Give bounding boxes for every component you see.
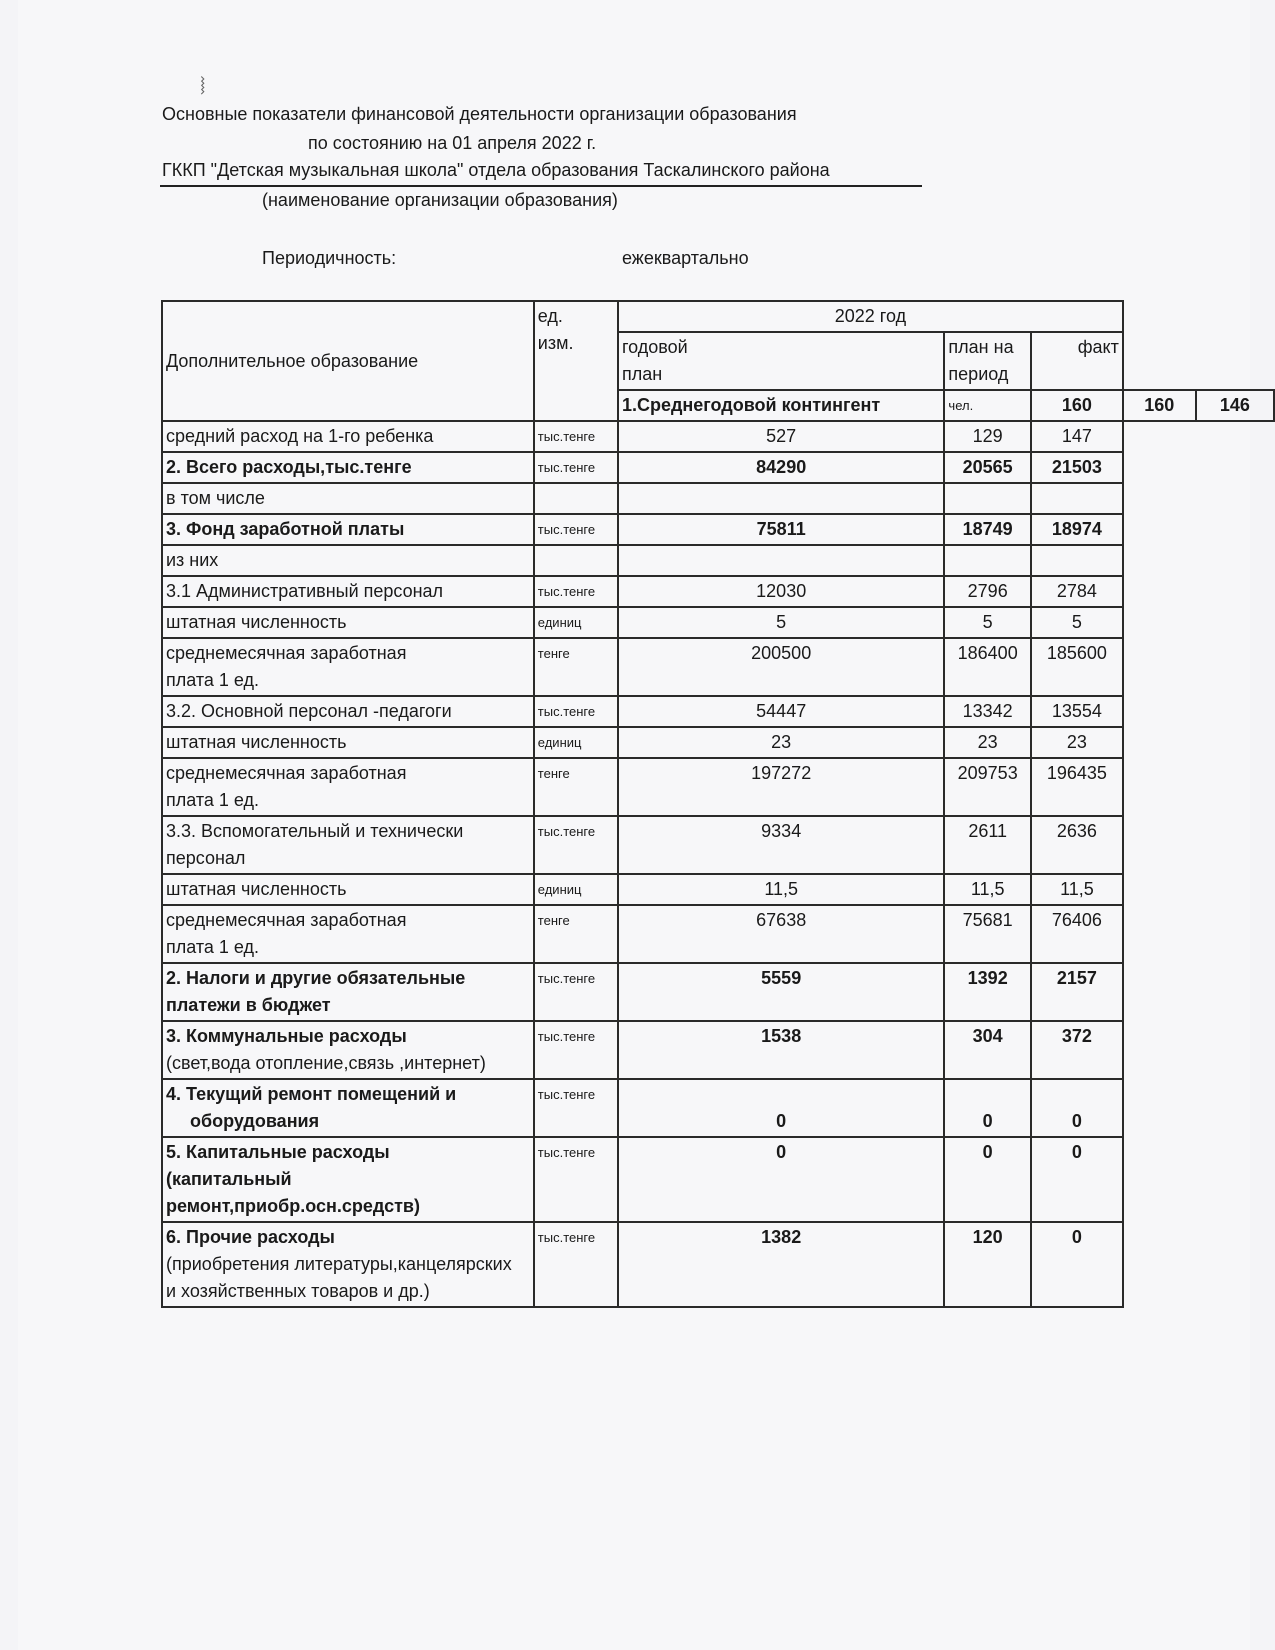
row-label: 4. Текущий ремонт помещений и: [166, 1084, 457, 1104]
table-row: [162, 638, 1274, 696]
row-fact: 5: [1031, 607, 1123, 638]
table-row: [162, 1079, 1274, 1137]
row-plan-period: 2611: [944, 816, 1031, 874]
row-plan-period: 120: [944, 1222, 1031, 1307]
row-plan-period: 2796: [944, 576, 1031, 607]
row-fact: 13554: [1031, 696, 1123, 727]
periodicity-value: ежеквартально: [622, 248, 749, 268]
row-fact: 0: [1031, 1079, 1123, 1137]
row-fact: 185600: [1031, 638, 1123, 696]
row-plan-period: 75681: [944, 905, 1031, 963]
row-fact: 18974: [1031, 514, 1123, 545]
financial-table: [161, 300, 1275, 1308]
row-label-cell: [162, 1137, 534, 1222]
row-plan-year: 197272: [618, 758, 944, 816]
table-header-row: [162, 301, 1274, 332]
row-plan-period: 18749: [944, 514, 1031, 545]
row-plan-period: 5: [944, 607, 1031, 638]
row-unit: [534, 483, 618, 514]
organization-name: ГККП "Детская музыкальная школа" отдела образования Таскалинского района: [162, 160, 830, 180]
row-unit: тыс.тенге: [534, 514, 618, 545]
row-plan-year: 84290: [618, 452, 944, 483]
row-label-cell: [162, 545, 534, 576]
row-fact: 21503: [1031, 452, 1123, 483]
row-unit: тыс.тенге: [534, 816, 618, 874]
row-unit: единиц: [534, 727, 618, 758]
row-fact: [1031, 483, 1123, 514]
row-label: штатная численность: [166, 879, 347, 899]
row-plan-year: 0: [618, 1137, 944, 1222]
header-plan-period-line1: план на: [948, 337, 1014, 357]
row-fact: 0: [1031, 1222, 1123, 1307]
row-label-cell: [162, 758, 534, 816]
row-plan-period: 0: [944, 1137, 1031, 1222]
row-plan-year: 1538: [618, 1021, 944, 1079]
row-plan-period: 0: [944, 1079, 1031, 1137]
row-plan-year: 67638: [618, 905, 944, 963]
row-plan-period: [944, 545, 1031, 576]
header-section: [162, 301, 534, 421]
row-label-line2: оборудования: [190, 1111, 320, 1131]
row-fact: 23: [1031, 727, 1123, 758]
row-unit: единиц: [534, 607, 618, 638]
header-unit: [534, 301, 618, 421]
row-plan-year: 527: [618, 421, 944, 452]
row-fact: 372: [1031, 1021, 1123, 1079]
row-plan-period: 209753: [944, 758, 1031, 816]
organization-caption: (наименование организации образования): [262, 190, 618, 210]
row-label-line2: платежи в бюджет: [166, 995, 331, 1015]
row-plan-year: 23: [618, 727, 944, 758]
row-label-line3: и хозяйственных товаров и др.): [166, 1281, 430, 1301]
row-plan-period: 11,5: [944, 874, 1031, 905]
table-row: [162, 1137, 1274, 1222]
row-unit: тыс.тенге: [534, 963, 618, 1021]
row-label-cell: [162, 421, 534, 452]
table-row: [162, 483, 1274, 514]
table-row: [162, 874, 1274, 905]
row-label-cell: [162, 727, 534, 758]
row-label-cell: [162, 576, 534, 607]
row-label-cell: [162, 1021, 534, 1079]
row-unit: тыс.тенге: [534, 696, 618, 727]
row-label: 1.Среднегодовой контингент: [621, 395, 881, 415]
row-unit: тыс.тенге: [534, 452, 618, 483]
row-plan-year: 1382: [618, 1222, 944, 1307]
row-unit: тыс.тенге: [534, 1079, 618, 1137]
row-label: среднемесячная заработная: [166, 910, 407, 930]
row-label: 6. Прочие расходы: [166, 1227, 335, 1247]
row-fact: 2636: [1031, 816, 1123, 874]
row-label-cell: [162, 905, 534, 963]
row-label-cell: [162, 483, 534, 514]
row-label-cell: [618, 390, 944, 421]
row-fact: 11,5: [1031, 874, 1123, 905]
table-row: [162, 1021, 1274, 1079]
row-plan-year: 9334: [618, 816, 944, 874]
row-plan-period: 160: [1123, 390, 1196, 421]
table-row: [162, 576, 1274, 607]
row-label: среднемесячная заработная: [166, 643, 407, 663]
row-fact: 196435: [1031, 758, 1123, 816]
scan-mark: ⧘: [200, 70, 206, 100]
row-plan-year: 75811: [618, 514, 944, 545]
row-label-cell: [162, 1222, 534, 1307]
header-plan-year: [618, 332, 944, 390]
row-label: 3. Фонд заработной платы: [166, 519, 405, 539]
row-plan-period: 1392: [944, 963, 1031, 1021]
row-label-line2: плата 1 ед.: [166, 790, 260, 810]
table-row: [162, 607, 1274, 638]
row-label-cell: [162, 638, 534, 696]
row-fact: 0: [1031, 1137, 1123, 1222]
row-plan-year: 54447: [618, 696, 944, 727]
financial-table-body: [162, 301, 1274, 1307]
row-label-line2: плата 1 ед.: [166, 670, 260, 690]
row-plan-year: 5: [618, 607, 944, 638]
table-row: [162, 452, 1274, 483]
row-unit: тенге: [534, 638, 618, 696]
row-label-line2: (свет,вода отопление,связь ,интернет): [166, 1053, 486, 1073]
row-label: среднемесячная заработная: [166, 763, 407, 783]
row-unit: тенге: [534, 758, 618, 816]
row-plan-period: 13342: [944, 696, 1031, 727]
row-plan-year: [618, 545, 944, 576]
row-label: 3. Коммунальные расходы: [166, 1026, 407, 1046]
table-row: [162, 1222, 1274, 1307]
row-unit: тыс.тенге: [534, 1137, 618, 1222]
row-label: 5. Капитальные расходы: [166, 1142, 390, 1162]
table-row: [162, 696, 1274, 727]
row-label: 3.1 Административный персонал: [166, 581, 444, 601]
row-fact: 76406: [1031, 905, 1123, 963]
periodicity-label: Периодичность:: [262, 248, 397, 268]
row-plan-period: 186400: [944, 638, 1031, 696]
row-label: в том числе: [166, 488, 265, 508]
row-unit: тыс.тенге: [534, 1021, 618, 1079]
table-row: [162, 514, 1274, 545]
row-label-line2: плата 1 ед.: [166, 937, 260, 957]
row-plan-year: 200500: [618, 638, 944, 696]
row-plan-year: 11,5: [618, 874, 944, 905]
header-year: 2022 год: [618, 301, 1123, 332]
header-plan-year-line2: план: [621, 364, 663, 384]
row-label: 3.2. Основной персонал -педагоги: [166, 701, 452, 721]
row-fact: 2784: [1031, 576, 1123, 607]
row-label-line2: (капитальный ремонт,приобр.осн.средств): [166, 1169, 420, 1216]
row-label-cell: [162, 963, 534, 1021]
header-plan-year-line1: годовой: [621, 337, 688, 357]
table-row: [162, 758, 1274, 816]
row-unit: [534, 545, 618, 576]
row-fact: 147: [1031, 421, 1123, 452]
row-plan-period: 304: [944, 1021, 1031, 1079]
row-plan-period: [944, 483, 1031, 514]
row-unit: тыс.тенге: [534, 421, 618, 452]
row-fact: 146: [1196, 390, 1274, 421]
header-plan-period-line2: период: [948, 364, 1009, 384]
row-plan-year: 5559: [618, 963, 944, 1021]
row-label: из них: [166, 550, 219, 570]
row-label: штатная численность: [166, 732, 347, 752]
row-label-cell: [162, 696, 534, 727]
row-unit: чел.: [944, 390, 1031, 421]
row-plan-year: 0: [618, 1079, 944, 1137]
row-label-cell: [162, 607, 534, 638]
row-unit: тыс.тенге: [534, 576, 618, 607]
row-label: 2. Налоги и другие обязательные: [166, 968, 466, 988]
row-label: штатная численность: [166, 612, 347, 632]
table-row: [162, 816, 1274, 874]
header-section-label: Дополнительное образование: [166, 350, 419, 371]
row-label: средний расход на 1-го ребенка: [166, 426, 434, 446]
row-label: 2. Всего расходы,тыс.тенге: [166, 457, 412, 477]
report-date: по состоянию на 01 апреля 2022 г.: [308, 133, 597, 153]
table-row: [162, 963, 1274, 1021]
header-unit-line1: ед.: [537, 306, 563, 326]
row-label-cell: [162, 514, 534, 545]
row-unit: единиц: [534, 874, 618, 905]
row-plan-year: [618, 483, 944, 514]
row-plan-year: 12030: [618, 576, 944, 607]
row-label-cell: [162, 874, 534, 905]
row-label-cell: [162, 1079, 534, 1137]
row-label: 3.3. Вспомогательный и технически: [166, 821, 464, 841]
table-row: [162, 421, 1274, 452]
report-title: Основные показатели финансовой деятельности организации образования: [162, 104, 797, 124]
row-label-line2: (приобретения литературы,канцелярских: [166, 1254, 512, 1274]
table-row: [162, 905, 1274, 963]
row-fact: [1031, 545, 1123, 576]
row-plan-year: 160: [1031, 390, 1123, 421]
row-unit: тенге: [534, 905, 618, 963]
header-fact: факт: [1031, 332, 1123, 390]
row-label-cell: [162, 452, 534, 483]
header-unit-line2: изм.: [537, 333, 574, 353]
organization-underline: [160, 185, 922, 187]
row-plan-period: 129: [944, 421, 1031, 452]
row-label-cell: [162, 816, 534, 874]
table-row: [162, 727, 1274, 758]
row-fact: 2157: [1031, 963, 1123, 1021]
row-plan-period: 20565: [944, 452, 1031, 483]
header-plan-period: [944, 332, 1031, 390]
row-plan-period: 23: [944, 727, 1031, 758]
row-label-line2: персонал: [166, 848, 246, 868]
table-row: [162, 545, 1274, 576]
row-unit: тыс.тенге: [534, 1222, 618, 1307]
